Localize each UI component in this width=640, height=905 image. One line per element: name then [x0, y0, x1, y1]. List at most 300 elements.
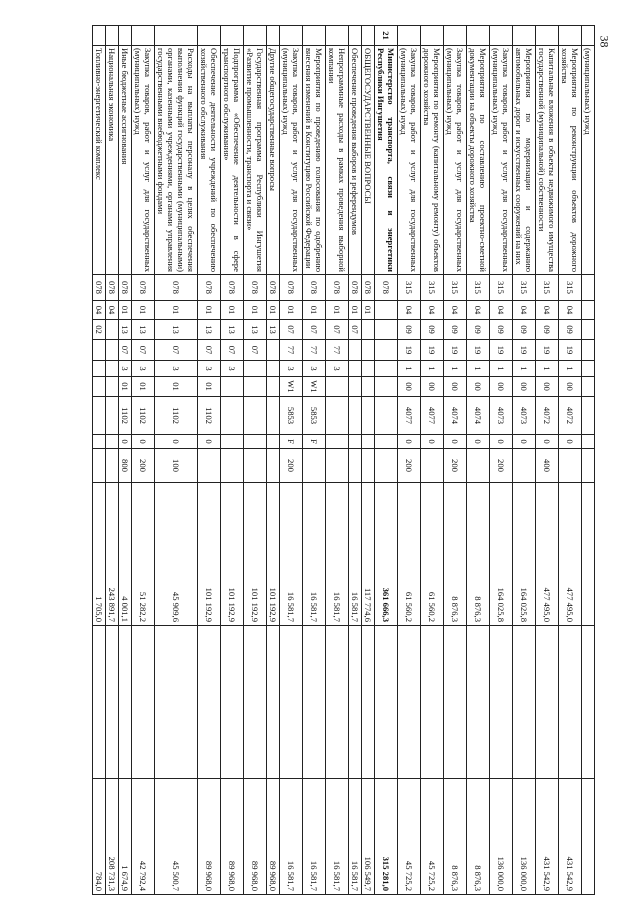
code-subsection: 07 [326, 320, 349, 340]
code-suffix [244, 435, 267, 449]
code-suffix [362, 435, 375, 449]
amount-3: 45 500,7 [155, 779, 198, 895]
row-name: Иные бюджетные ассигнования [119, 46, 132, 275]
code-section [375, 301, 398, 320]
code-direction [221, 397, 244, 435]
code-direction: 1102 [155, 397, 198, 435]
code-subsection: 13 [244, 320, 267, 340]
code-event [106, 377, 119, 397]
code-event [93, 377, 106, 397]
code-suffix: 0 [119, 435, 132, 449]
table-row [280, 26, 303, 895]
row-index [421, 26, 444, 46]
amount-3: 1 674,9 [119, 779, 132, 895]
amount-3: 89 968,0 [198, 779, 221, 895]
code-subprogram [244, 361, 267, 377]
code-program [582, 340, 595, 361]
code-event: 01 [155, 377, 198, 397]
code-direction: 4077 [398, 397, 421, 435]
table-row [93, 26, 106, 895]
amount-1: 16 581,7 [349, 483, 362, 626]
code-subprogram [375, 361, 398, 377]
code-admin [582, 275, 595, 301]
code-subprogram: 1 [444, 361, 467, 377]
amount-2 [490, 626, 513, 779]
code-subsection: 13 [198, 320, 221, 340]
code-expense-type [362, 449, 375, 483]
code-subsection: 09 [559, 320, 582, 340]
code-direction [267, 397, 280, 435]
code-subprogram: 3 [280, 361, 303, 377]
amount-3: 16 581,7 [303, 779, 326, 895]
code-subsection [362, 320, 375, 340]
code-section: 01 [119, 301, 132, 320]
code-program [93, 340, 106, 361]
code-section: 04 [490, 301, 513, 320]
amount-2 [467, 626, 490, 779]
table-row [421, 26, 444, 895]
code-expense-type [421, 449, 444, 483]
code-subsection: 13 [119, 320, 132, 340]
amount-2 [513, 626, 536, 779]
code-admin: 315 [513, 275, 536, 301]
code-admin: 078 [221, 275, 244, 301]
code-admin: 315 [490, 275, 513, 301]
code-event [267, 377, 280, 397]
code-event: 01 [119, 377, 132, 397]
code-suffix [349, 435, 362, 449]
code-expense-type: 200 [444, 449, 467, 483]
code-subsection: 13 [155, 320, 198, 340]
code-expense-type [267, 449, 280, 483]
table-row [490, 26, 513, 895]
code-expense-type [467, 449, 490, 483]
code-subsection: 13 [132, 320, 155, 340]
code-section: 01 [303, 301, 326, 320]
row-index [362, 26, 375, 46]
amount-2 [155, 626, 198, 779]
code-program: 19 [536, 340, 559, 361]
code-subprogram: 3 [119, 361, 132, 377]
code-subprogram: 3 [326, 361, 349, 377]
code-subsection: 07 [349, 320, 362, 340]
code-admin: 315 [536, 275, 559, 301]
row-index [536, 26, 559, 46]
code-subprogram: 3 [221, 361, 244, 377]
row-name: Мероприятия по модернизации и содержанию автомобильных дорог и искусственных сооружений на них [513, 46, 536, 275]
row-index [303, 26, 326, 46]
code-subsection [106, 320, 119, 340]
code-subprogram: 1 [421, 361, 444, 377]
code-program [267, 340, 280, 361]
amount-3: 8 876,3 [467, 779, 490, 895]
code-admin: 315 [444, 275, 467, 301]
amount-1: 16 581,7 [326, 483, 349, 626]
table-row [559, 26, 582, 895]
code-admin: 078 [198, 275, 221, 301]
code-expense-type: 400 [536, 449, 559, 483]
code-section: 04 [444, 301, 467, 320]
code-direction [106, 397, 119, 435]
code-subsection [582, 320, 595, 340]
row-index [93, 26, 106, 46]
code-event: 00 [536, 377, 559, 397]
code-admin: 078 [106, 275, 119, 301]
code-event [221, 377, 244, 397]
code-section: 04 [536, 301, 559, 320]
code-admin: 078 [375, 275, 398, 301]
row-name: Закупка товаров, работ и услуг для государственных (муниципальных) нужд [280, 46, 303, 275]
code-direction: 4074 [444, 397, 467, 435]
row-index [326, 26, 349, 46]
code-expense-type [106, 449, 119, 483]
code-subprogram: 1 [559, 361, 582, 377]
code-direction [362, 397, 375, 435]
table-row [444, 26, 467, 895]
code-section: 04 [93, 301, 106, 320]
code-subsection: 09 [467, 320, 490, 340]
amount-1: 45 909,6 [155, 483, 198, 626]
code-expense-type [326, 449, 349, 483]
code-program: 19 [513, 340, 536, 361]
code-suffix: 0 [536, 435, 559, 449]
code-section: 01 [280, 301, 303, 320]
code-section: 04 [398, 301, 421, 320]
table-row [132, 26, 155, 895]
amount-1: 117 774,6 [362, 483, 375, 626]
row-name: Обеспечение деятельности учреждений по обеспечению хозяйственного обслуживания [198, 46, 221, 275]
code-section: 01 [221, 301, 244, 320]
code-admin: 078 [326, 275, 349, 301]
code-section: 01 [155, 301, 198, 320]
code-subprogram: 1 [513, 361, 536, 377]
row-name: Топливно-энергетический комплекс [93, 46, 106, 275]
row-index [513, 26, 536, 46]
amount-3: 89 968,0 [221, 779, 244, 895]
code-program: 07 [155, 340, 198, 361]
code-suffix: 0 [398, 435, 421, 449]
code-section: 01 [267, 301, 280, 320]
code-direction: 5853 [280, 397, 303, 435]
code-event: 00 [467, 377, 490, 397]
code-subprogram: 1 [398, 361, 421, 377]
amount-1: 101 192,9 [198, 483, 221, 626]
row-name: Закупка товаров, работ и услуг для государственных (муниципальных) нужд [444, 46, 467, 275]
budget-table-body [93, 26, 595, 895]
amount-1: 101 192,9 [221, 483, 244, 626]
amount-3: 42 792,4 [132, 779, 155, 895]
code-program: 07 [132, 340, 155, 361]
amount-1: 477 495,0 [559, 483, 582, 626]
amount-2 [421, 626, 444, 779]
amount-3: 136 000,0 [490, 779, 513, 895]
row-index [119, 26, 132, 46]
code-section: 01 [132, 301, 155, 320]
code-direction [375, 397, 398, 435]
row-name: ОБЩЕГОСУДАРСТВЕННЫЕ ВОПРОСЫ [362, 46, 375, 275]
code-admin: 078 [93, 275, 106, 301]
code-admin: 078 [267, 275, 280, 301]
amount-3: 45 725,2 [398, 779, 421, 895]
amount-3: 136 000,0 [513, 779, 536, 895]
amount-2 [398, 626, 421, 779]
code-direction: 4073 [490, 397, 513, 435]
code-section: 04 [513, 301, 536, 320]
amount-3: 16 581,7 [349, 779, 362, 895]
amount-1: 164 025,8 [490, 483, 513, 626]
table-row [198, 26, 221, 895]
code-subsection: 09 [490, 320, 513, 340]
code-direction [326, 397, 349, 435]
amount-2 [444, 626, 467, 779]
code-suffix: 0 [559, 435, 582, 449]
code-suffix: 0 [513, 435, 536, 449]
row-index [221, 26, 244, 46]
code-expense-type [221, 449, 244, 483]
code-admin: 078 [280, 275, 303, 301]
code-program: 77 [303, 340, 326, 361]
code-admin: 078 [303, 275, 326, 301]
table-row [244, 26, 267, 895]
row-index [198, 26, 221, 46]
amount-3: 89 968,0 [267, 779, 280, 895]
code-admin: 315 [398, 275, 421, 301]
table-row [582, 26, 595, 895]
code-subprogram: 1 [536, 361, 559, 377]
row-name: Мероприятия по составлению проектно-сметной документации на объекты дорожного хозяйства [467, 46, 490, 275]
code-program: 19 [444, 340, 467, 361]
code-event [582, 377, 595, 397]
code-direction: 4072 [536, 397, 559, 435]
code-event: 00 [513, 377, 536, 397]
code-suffix: 0 [444, 435, 467, 449]
code-subsection: 07 [303, 320, 326, 340]
table-row [326, 26, 349, 895]
code-section: 04 [421, 301, 444, 320]
table-row [349, 26, 362, 895]
amount-1: 8 876,3 [467, 483, 490, 626]
code-direction [582, 397, 595, 435]
table-row [375, 26, 398, 895]
code-admin: 078 [349, 275, 362, 301]
code-program: 07 [119, 340, 132, 361]
row-index: 21 [375, 26, 398, 46]
code-suffix [375, 435, 398, 449]
amount-3: 16 581,7 [280, 779, 303, 895]
code-direction: 4073 [513, 397, 536, 435]
amount-2 [349, 626, 362, 779]
code-suffix: 0 [467, 435, 490, 449]
code-event [362, 377, 375, 397]
amount-2 [244, 626, 267, 779]
code-expense-type [513, 449, 536, 483]
table-row [221, 26, 244, 895]
code-suffix: 0 [490, 435, 513, 449]
row-index [490, 26, 513, 46]
code-section: 04 [559, 301, 582, 320]
row-name: Министерство транспорта, связи и энергетики Республики Ингушетия [375, 46, 398, 275]
code-expense-type [559, 449, 582, 483]
code-expense-type [375, 449, 398, 483]
code-direction: 4072 [559, 397, 582, 435]
code-program: 19 [467, 340, 490, 361]
code-section [582, 301, 595, 320]
table-row [155, 26, 198, 895]
amount-1: 243 891,7 [106, 483, 119, 626]
amount-2 [559, 626, 582, 779]
code-subsection: 09 [421, 320, 444, 340]
amount-3: 431 542,9 [559, 779, 582, 895]
amount-2 [280, 626, 303, 779]
code-subsection: 09 [444, 320, 467, 340]
amount-2 [198, 626, 221, 779]
code-subprogram: 1 [490, 361, 513, 377]
amount-2 [132, 626, 155, 779]
code-expense-type: 200 [490, 449, 513, 483]
code-expense-type: 200 [280, 449, 303, 483]
code-event [244, 377, 267, 397]
code-event: 00 [559, 377, 582, 397]
table-row [106, 26, 119, 895]
row-index [155, 26, 198, 46]
code-direction [349, 397, 362, 435]
code-event: W1 [280, 377, 303, 397]
code-subprogram: 1 [467, 361, 490, 377]
row-index [444, 26, 467, 46]
code-section: 04 [106, 301, 119, 320]
code-subprogram [362, 361, 375, 377]
amount-2 [375, 626, 398, 779]
table-row [467, 26, 490, 895]
row-name: Непрограммные расходы в рамках проведения выборной компании [326, 46, 349, 275]
code-expense-type: 800 [119, 449, 132, 483]
row-name: Подпрограмма «Обеспечение деятельности в сфере транспортного обслуживания» [221, 46, 244, 275]
code-subprogram [106, 361, 119, 377]
code-event: 00 [398, 377, 421, 397]
code-direction [244, 397, 267, 435]
code-suffix [582, 435, 595, 449]
code-program [106, 340, 119, 361]
code-subsection: 13 [221, 320, 244, 340]
code-event: 01 [132, 377, 155, 397]
row-index [106, 26, 119, 46]
table-row [513, 26, 536, 895]
budget-table [92, 25, 595, 895]
amount-1: 61 560,2 [398, 483, 421, 626]
row-name: (муниципальных) нужд [582, 46, 595, 275]
code-event [349, 377, 362, 397]
amount-1: 16 581,7 [280, 483, 303, 626]
row-index [398, 26, 421, 46]
code-admin: 078 [132, 275, 155, 301]
table-row [303, 26, 326, 895]
code-subprogram: 3 [132, 361, 155, 377]
code-subprogram: 3 [155, 361, 198, 377]
code-direction: 5853 [303, 397, 326, 435]
code-subsection: 02 [93, 320, 106, 340]
code-expense-type [198, 449, 221, 483]
row-name: Капитальные вложения в объекты недвижимого имущества государственной (муниципальной) собственности [536, 46, 559, 275]
amount-2 [221, 626, 244, 779]
code-suffix: 0 [155, 435, 198, 449]
code-subprogram: 3 [303, 361, 326, 377]
code-expense-type: 100 [155, 449, 198, 483]
code-expense-type [93, 449, 106, 483]
table-row [119, 26, 132, 895]
row-index [244, 26, 267, 46]
code-admin: 078 [362, 275, 375, 301]
code-subprogram: 3 [198, 361, 221, 377]
page-number: 38 [597, 35, 612, 48]
code-event [375, 377, 398, 397]
code-suffix: F [303, 435, 326, 449]
code-suffix [267, 435, 280, 449]
amount-1: 61 560,2 [421, 483, 444, 626]
code-event [326, 377, 349, 397]
amount-1: 16 581,7 [303, 483, 326, 626]
code-suffix: 0 [132, 435, 155, 449]
code-suffix: 0 [198, 435, 221, 449]
code-suffix: F [280, 435, 303, 449]
code-expense-type [303, 449, 326, 483]
code-subsection: 09 [513, 320, 536, 340]
amount-3: 315 281,0 [375, 779, 398, 895]
amount-1: 8 876,3 [444, 483, 467, 626]
amount-2 [536, 626, 559, 779]
amount-3: 208 731,3 [106, 779, 119, 895]
code-event: W1 [303, 377, 326, 397]
amount-2 [93, 626, 106, 779]
amount-1: 51 282,2 [132, 483, 155, 626]
code-suffix [106, 435, 119, 449]
row-index [559, 26, 582, 46]
amount-1: 477 495,0 [536, 483, 559, 626]
code-section: 01 [326, 301, 349, 320]
amount-2 [362, 626, 375, 779]
code-suffix [326, 435, 349, 449]
code-section: 01 [198, 301, 221, 320]
code-section: 04 [467, 301, 490, 320]
row-name: Мероприятия по ремонту (капитальному ремонту) объектов дорожного хозяйства [421, 46, 444, 275]
code-admin: 078 [119, 275, 132, 301]
row-name: Государственная программа Республики Ингушетия «Развитие промышленности, транспорта и связи» [244, 46, 267, 275]
amount-3: 16 581,7 [326, 779, 349, 895]
code-suffix [93, 435, 106, 449]
code-expense-type: 200 [132, 449, 155, 483]
code-event: 00 [421, 377, 444, 397]
row-name: Национальная экономика [106, 46, 119, 275]
row-name: Закупка товаров, работ и услуг для государственных (муниципальных) нужд [398, 46, 421, 275]
code-subprogram [349, 361, 362, 377]
row-name: Мероприятия по проведению голосования по одобрению внесения изменений в Конституцию Российской Федерации [303, 46, 326, 275]
row-name: Расходы на выплаты персоналу в целях обеспечения выполнения функций государственными (муниципальными) органами, казенными учреждениями, органами управления государственными внебюджетными фондами [155, 46, 198, 275]
code-direction: 1102 [132, 397, 155, 435]
row-index [349, 26, 362, 46]
code-direction: 4074 [467, 397, 490, 435]
code-expense-type [244, 449, 267, 483]
code-section: 01 [362, 301, 375, 320]
code-program: 19 [490, 340, 513, 361]
code-program [375, 340, 398, 361]
amount-2 [106, 626, 119, 779]
code-expense-type: 200 [398, 449, 421, 483]
amount-2 [326, 626, 349, 779]
code-program: 07 [244, 340, 267, 361]
code-admin: 078 [155, 275, 198, 301]
row-name: Закупка товаров, работ и услуг для государственных (муниципальных) нужд [132, 46, 155, 275]
amount-1: 101 192,9 [267, 483, 280, 626]
amount-1: 4 001,1 [119, 483, 132, 626]
